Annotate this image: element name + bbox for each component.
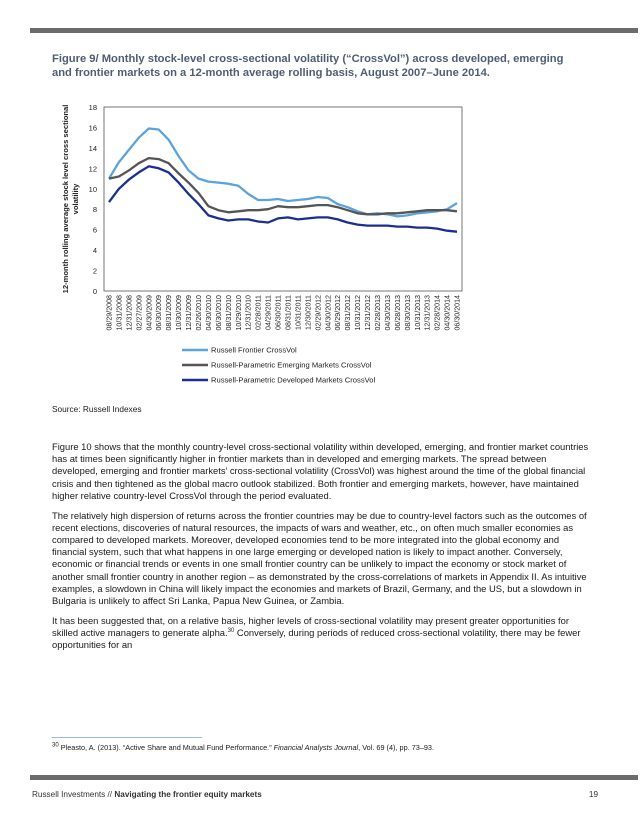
x-tick-label: 12/31/2009 — [185, 295, 194, 331]
paragraph-3-part-1: It has been suggested that, on a relative basis, higher levels of cross-sectional volatility may present greater opportunities for skilled active managers to generate alpha. — [52, 614, 569, 638]
paragraph-2: The relatively high dispersion of returns across the frontier countries may be due to country-level factors such as the outcomes of recent elections, discoveries of natural resources, the impacts of wars and weather, etc., on often much smaller economies as compared to developed markets. Moreover, developed economies tend to be more integrated into the global economy and financial system, such that what happens in one large emerging or developed nation is likely to impact another. Conversely, economic or financial trends or events in one small frontier country can be unlikely to impact the economy or stock market of another small frontier country in another region – as demonstrated by the cross-correlations of markets in Appendix II. As intuitive examples, a slowdown in China will likely impact the economies and markets of Brazil, Germany, and the US, but a slowdown in Bulgaria is unlikely to affect Sri Lanka, Papua New Guinea, or Zambia. — [52, 509, 587, 606]
page-number: 19 — [588, 790, 598, 799]
x-tick-label: 06/30/2011 — [274, 295, 283, 330]
footnote-text-end: , Vol. 69 (4), pp. 73–93. — [358, 743, 435, 752]
top-rule — [30, 28, 638, 33]
x-tick-label: 08/31/2009 — [165, 295, 174, 331]
x-tick-label: 12/31/2010 — [244, 295, 253, 331]
x-tick-label: 10/31/2013 — [413, 295, 422, 331]
x-tick-label: 06/30/2014 — [453, 295, 462, 331]
x-tick-label: 02/28/2014 — [433, 295, 442, 331]
x-tick-label: 04/30/2012 — [324, 295, 333, 331]
y-tick-label: 6 — [92, 225, 97, 235]
x-tick-label: 10/31/2008 — [115, 295, 124, 331]
x-tick-label: 10/31/2011 — [294, 295, 303, 330]
footnote-rule — [52, 737, 202, 738]
bottom-rule — [30, 775, 638, 780]
x-tick-label: 06/30/2010 — [214, 295, 223, 331]
legend-label-1: Russell Frontier CrossVol — [211, 345, 297, 355]
body-text — [52, 441, 592, 659]
x-tick-label: 08/31/2011 — [284, 295, 293, 330]
y-tick-label: 18 — [88, 103, 97, 112]
footnote-ref[interactable]: 30 — [227, 627, 235, 634]
y-tick-label: 10 — [88, 184, 97, 194]
footnote-number: 30 — [52, 742, 59, 749]
footer-publisher: Russell Investments // — [32, 790, 115, 799]
y-tick-label: 8 — [92, 205, 97, 215]
x-tick-label: 08/31/2012 — [344, 295, 353, 331]
footer-title: Navigating the frontier equity markets — [114, 790, 262, 799]
footnote-journal: Financial Analysts Journal — [273, 743, 359, 752]
line-chart — [52, 95, 472, 395]
x-tick-label: 04/30/2010 — [204, 295, 213, 331]
x-tick-label: 06/28/2013 — [393, 295, 402, 331]
x-tick-label: 06/30/2009 — [155, 295, 164, 331]
figure-title: Figure 9/ Monthly stock-level cross-sectional volatility (“CrossVol”) across developed, emerging and frontier markets on a 12-month average rolling basis, August 2007–June 2014. — [52, 53, 564, 79]
x-tick-label: 08/29/2008 — [105, 295, 114, 331]
chart-source: Source: Russell Indexes — [52, 404, 142, 414]
x-tick-label: 02/26/2010 — [194, 295, 203, 331]
x-tick-label: 12/31/2013 — [423, 295, 432, 331]
y-tick-label: 2 — [92, 266, 97, 276]
paragraph-3-part-2: Conversely, during periods of reduced cross-sectional volatility, there may be fewer opportunities for an — [52, 626, 581, 651]
x-tick-label: 04/30/2014 — [443, 295, 452, 331]
legend-label-2: Russell-Parametric Emerging Markets CrossVol — [211, 360, 372, 370]
x-tick-label: 04/30/2013 — [383, 295, 392, 331]
x-tick-label: 02/28/2011 — [254, 295, 263, 330]
x-tick-label: 12/31/2008 — [125, 295, 134, 331]
x-tick-label: 06/29/2012 — [334, 295, 343, 331]
x-tick-label: 10/31/2012 — [354, 295, 363, 331]
x-tick-label: 04/30/2009 — [145, 295, 154, 331]
x-tick-label: 10/30/2009 — [175, 295, 184, 331]
x-tick-label: 08/30/2013 — [403, 295, 412, 331]
x-tick-label: 10/29/2010 — [234, 295, 243, 331]
paragraph-3 — [52, 615, 592, 652]
footnote-text: Pleasto, A. (2013). “Active Share and Mutual Fund Performance.” — [58, 743, 274, 752]
y-tick-label: 16 — [88, 123, 97, 133]
x-tick-label: 02/28/2013 — [373, 295, 382, 331]
x-tick-label: 12/30/2011 — [304, 295, 313, 330]
y-tick-label: 14 — [88, 143, 97, 153]
footnote — [52, 743, 434, 752]
y-tick-label: 12 — [88, 164, 97, 174]
series-line-2 — [109, 158, 457, 214]
y-axis-label: 12-month rolling average stock level cross sectionalvolatility — [61, 104, 80, 294]
x-tick-label: 12/31/2012 — [364, 295, 373, 331]
series-line-1 — [109, 129, 457, 217]
y-tick-label: 4 — [92, 246, 97, 256]
y-tick-label: 0 — [92, 287, 97, 296]
x-tick-label: 04/29/2011 — [264, 295, 273, 330]
x-tick-label: 08/31/2010 — [224, 295, 233, 331]
page-footer — [32, 790, 598, 799]
x-tick-label: 02/27/2009 — [135, 295, 144, 331]
legend-label-3: Russell-Parametric Developed Markets CrossVol — [211, 375, 376, 385]
paragraph-1: Figure 10 shows that the monthly country-level cross-sectional volatility within developed, emerging, and frontier market countries has at times been significantly higher in frontier markets than in developed and emerging markets. The spread between developed, emerging and frontier markets’ cross-sectional volatility (CrossVol) was highest around the time of the global financial crisis and then tightened as the global macro outlook stabilized. Both frontier and emerging markets, however, have maintained higher relative country-level CrossVol through the period evaluated. — [52, 441, 589, 501]
x-tick-label: 02/29/2012 — [314, 295, 323, 331]
